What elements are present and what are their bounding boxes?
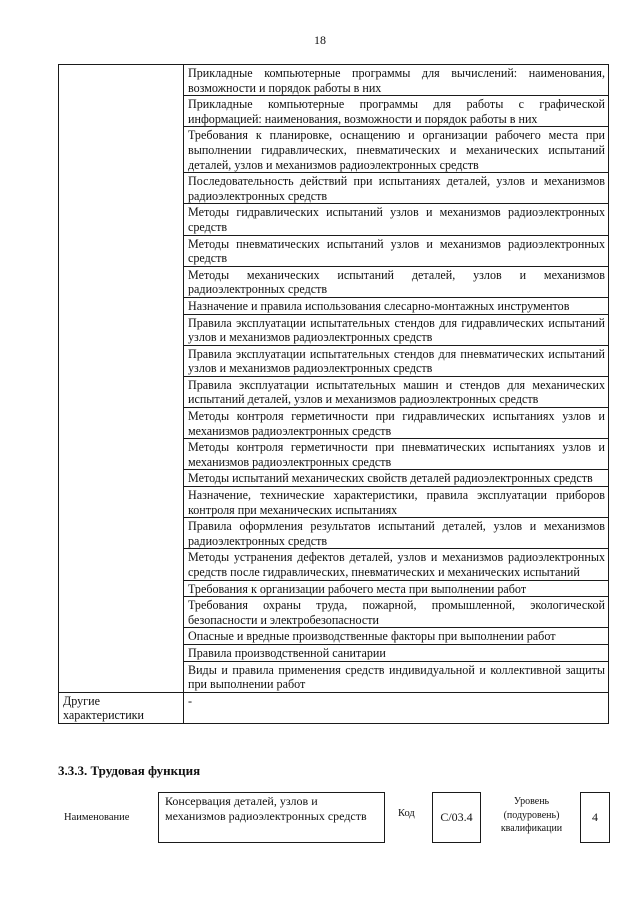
- section-title: 3.3.3. Трудовая функция: [58, 763, 201, 778]
- requirement-cell: Правила эксплуатации испытательных машин и стендов для механических испытаний деталей, узлов и механизмов радиоэлектронных средств: [184, 376, 609, 407]
- requirement-cell: Требования к организации рабочего места при выполнении работ: [184, 580, 609, 597]
- requirements-table: [58, 64, 609, 724]
- table-row: [59, 692, 609, 723]
- other-characteristics-value: -: [184, 692, 609, 723]
- code-label: Код: [398, 808, 415, 819]
- requirement-cell: Правила эксплуатации испытательных стендов для гидравлических испытаний узлов и механизмов радиоэлектронных средств: [184, 314, 609, 345]
- requirement-cell: Методы испытаний механических свойств деталей радиоэлектронных средств: [184, 470, 609, 487]
- requirement-cell: Методы пневматических испытаний узлов и механизмов радиоэлектронных средств: [184, 235, 609, 266]
- requirement-cell: Прикладные компьютерные программы для вычислений: наименования, возможности и порядок работы в них: [184, 65, 609, 96]
- requirement-cell: Правила производственной санитарии: [184, 644, 609, 661]
- row-label-empty: [59, 65, 184, 693]
- qualification-level-label: Уровень (подуровень) квалификации: [500, 796, 563, 834]
- qualification-level-box: 4: [580, 792, 610, 843]
- function-name-box: Консервация деталей, узлов и механизмов радиоэлектронных средств: [158, 792, 385, 843]
- requirement-cell: Методы механических испытаний деталей, узлов и механизмов радиоэлектронных средств: [184, 266, 609, 297]
- other-characteristics-label: Другие характеристики: [59, 692, 184, 723]
- page-number: 18: [314, 33, 326, 47]
- requirement-cell: Методы контроля герметичности при гидравлических испытаниях узлов и механизмов радиоэлектронных средств: [184, 408, 609, 439]
- requirement-cell: Правила эксплуатации испытательных стендов для пневматических испытаний узлов и механизмов радиоэлектронных средств: [184, 345, 609, 376]
- name-label: Наименование: [64, 812, 130, 823]
- requirement-cell: Требования к планировке, оснащению и организации рабочего места при выполнении гидравлических, пневматических и механических испытаний деталей, узлов и механизмов радиоэлектронных средств: [184, 127, 609, 173]
- requirement-cell: Опасные и вредные производственные факторы при выполнении работ: [184, 628, 609, 645]
- requirement-cell: Последовательность действий при испытаниях деталей, узлов и механизмов радиоэлектронных средств: [184, 173, 609, 204]
- requirement-cell: Методы устранения дефектов деталей, узлов и механизмов радиоэлектронных средств после гидравлических, пневматических и механических испытаний: [184, 549, 609, 580]
- requirement-cell: Прикладные компьютерные программы для работы с графической информацией: наименования, возможности и порядок работы в них: [184, 96, 609, 127]
- requirement-cell: Методы контроля герметичности при пневматических испытаниях узлов и механизмов радиоэлектронных средств: [184, 439, 609, 470]
- table-row: [59, 65, 609, 96]
- requirement-cell: Методы гидравлических испытаний узлов и механизмов радиоэлектронных средств: [184, 204, 609, 235]
- requirement-cell: Назначение и правила использования слесарно-монтажных инструментов: [184, 297, 609, 314]
- requirement-cell: Виды и правила применения средств индивидуальной и коллективной защиты при выполнении работ: [184, 661, 609, 692]
- requirement-cell: Назначение, технические характеристики, правила эксплуатации приборов контроля при механических испытаниях: [184, 487, 609, 518]
- requirement-cell: Требования охраны труда, пожарной, промышленной, экологической безопасности и электробезопасности: [184, 597, 609, 628]
- requirement-cell: Правила оформления результатов испытаний деталей, узлов и механизмов радиоэлектронных средств: [184, 518, 609, 549]
- function-code-box: С/03.4: [432, 792, 481, 843]
